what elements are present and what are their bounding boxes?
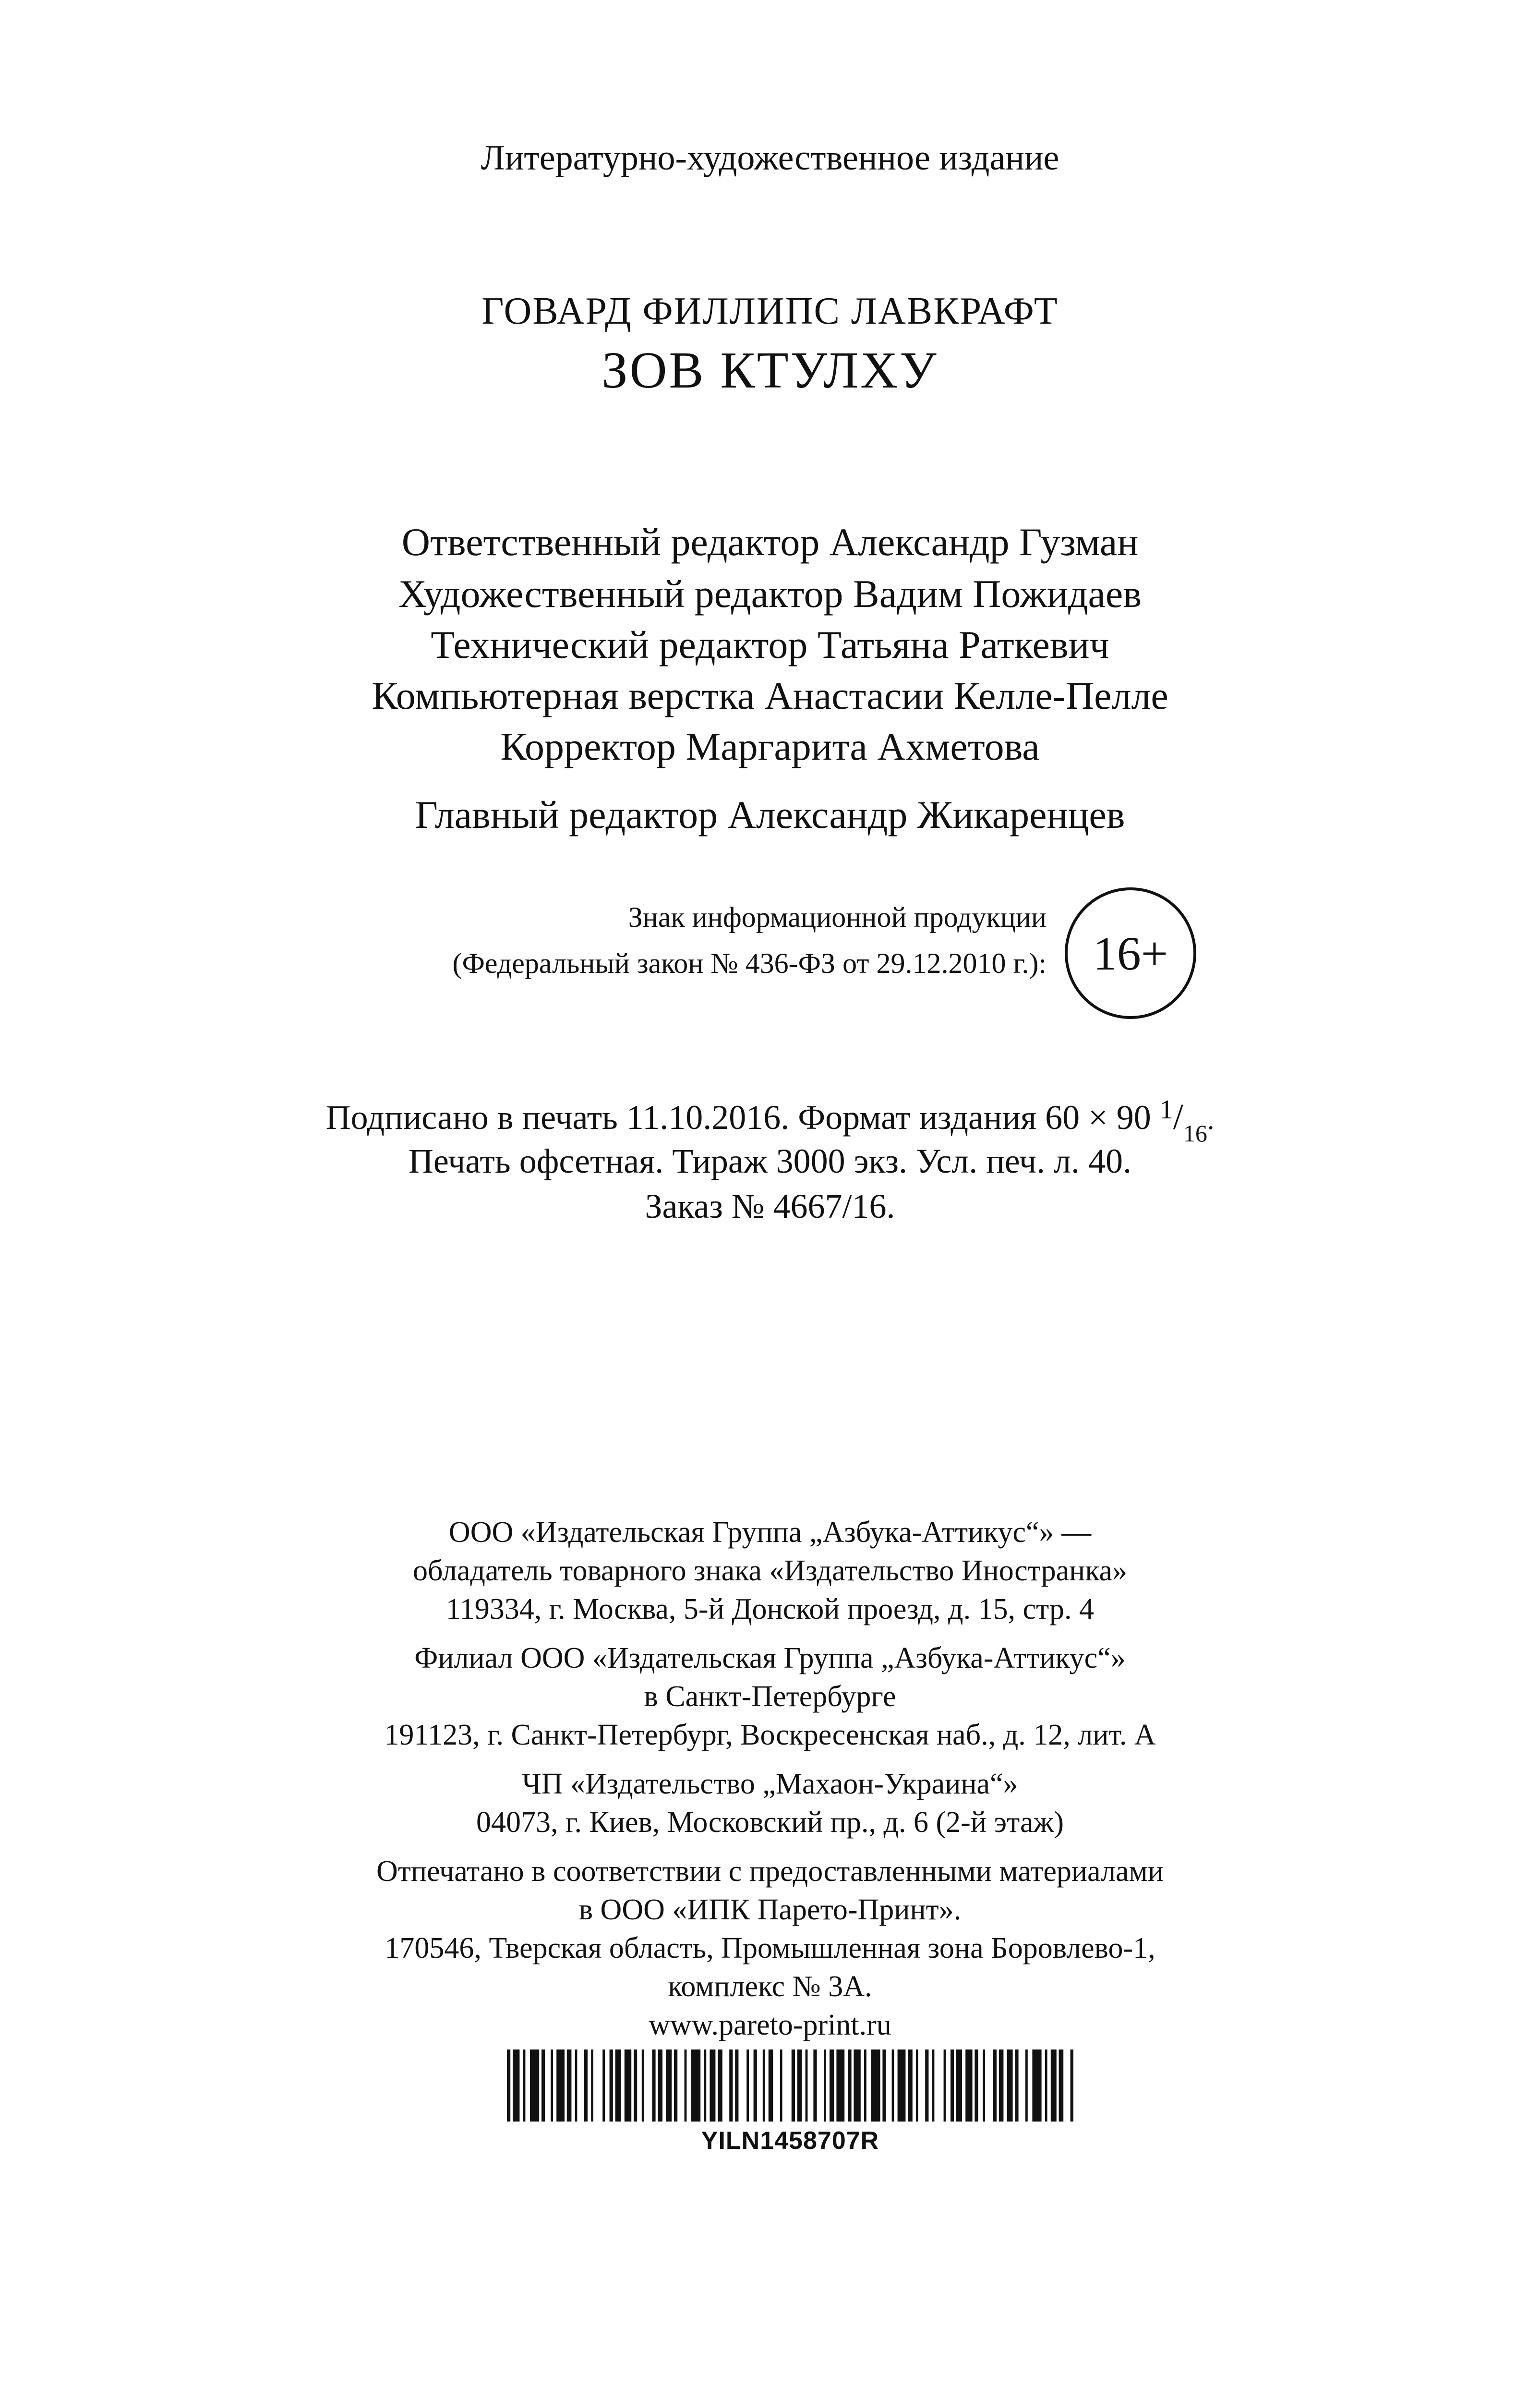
printer-line: в ООО «ИПК Парето-Принт». xyxy=(578,1893,962,1926)
ukraine-address: 04073, г. Киев, Московский пр., д. 6 (2-й этаж) xyxy=(476,1806,1064,1839)
print-line xyxy=(0,1095,1540,1147)
info-mark-text xyxy=(413,903,1047,978)
barcode-icon xyxy=(507,2049,1073,2122)
book-title: ЗОВ КТУЛХУ xyxy=(602,342,938,399)
age-rating-badge xyxy=(1065,887,1196,1019)
order-line: Заказ № 4667/16. xyxy=(645,1187,895,1225)
format-denominator: 16 xyxy=(1183,1120,1207,1147)
printer-website: www.pareto-print.ru xyxy=(649,2009,891,2041)
print-line-text: Подписано в печать 11.10.2016. Формат издания 60 × 90 xyxy=(325,1098,1151,1137)
barcode-number: YILN1458707R xyxy=(701,2127,879,2155)
age-rating-label: 16+ xyxy=(1093,926,1168,980)
printer-line: Отпечатано в соответствии с предоставленными материалами xyxy=(376,1855,1164,1888)
info-mark-line: Знак информационной продукции xyxy=(628,901,1047,933)
format-fraction: 1/16. xyxy=(1159,1095,1215,1147)
publisher-address: 119334, г. Москва, 5-й Донской проезд, д. 15, стр. 4 xyxy=(446,1593,1094,1625)
branch-line: Филиал ООО «Издательская Группа „Азбука-Аттикус“» xyxy=(414,1642,1126,1674)
author-name: ГОВАРД ФИЛЛИПС ЛАВКРАФТ xyxy=(481,290,1059,332)
publisher-line: ООО «Издательская Группа „Азбука-Аттикус“» — xyxy=(448,1516,1092,1549)
printer-address: комплекс № 3А. xyxy=(668,1970,872,2003)
branch-address: 191123, г. Санкт-Петербург, Воскресенская наб., д. 12, лит. А xyxy=(384,1719,1156,1751)
fraction-slash: / xyxy=(1173,1097,1183,1137)
credit-line: Ответственный редактор Александр Гузман xyxy=(401,520,1139,564)
printer-address: 170546, Тверская область, Промышленная зона Боровлево-1, xyxy=(385,1932,1155,1964)
info-mark-line: (Федеральный закон № 436-ФЗ от 29.12.2010 г.): xyxy=(452,947,1047,979)
publisher-line: обладатель товарного знака «Издательство Иностранка» xyxy=(412,1554,1128,1587)
credit-line: Компьютерная верстка Анастасии Келле-Пелле xyxy=(372,674,1168,717)
ukraine-publisher-line: ЧП «Издательство „Махаон-Украина“» xyxy=(522,1768,1018,1800)
branch-line: в Санкт-Петербурге xyxy=(644,1680,896,1713)
credit-line: Художественный редактор Вадим Пожидаев xyxy=(398,572,1142,616)
chief-editor-line: Главный редактор Александр Жикаренцев xyxy=(415,793,1125,837)
format-numerator: 1 xyxy=(1159,1095,1173,1125)
credit-line: Корректор Маргарита Ахметова xyxy=(500,725,1040,768)
print-line: Печать офсетная. Тираж 3000 экз. Усл. печ. л. 40. xyxy=(408,1142,1132,1180)
credit-line: Технический редактор Татьяна Раткевич xyxy=(431,623,1109,667)
genre-label: Литературно-художественное издание xyxy=(481,138,1059,178)
